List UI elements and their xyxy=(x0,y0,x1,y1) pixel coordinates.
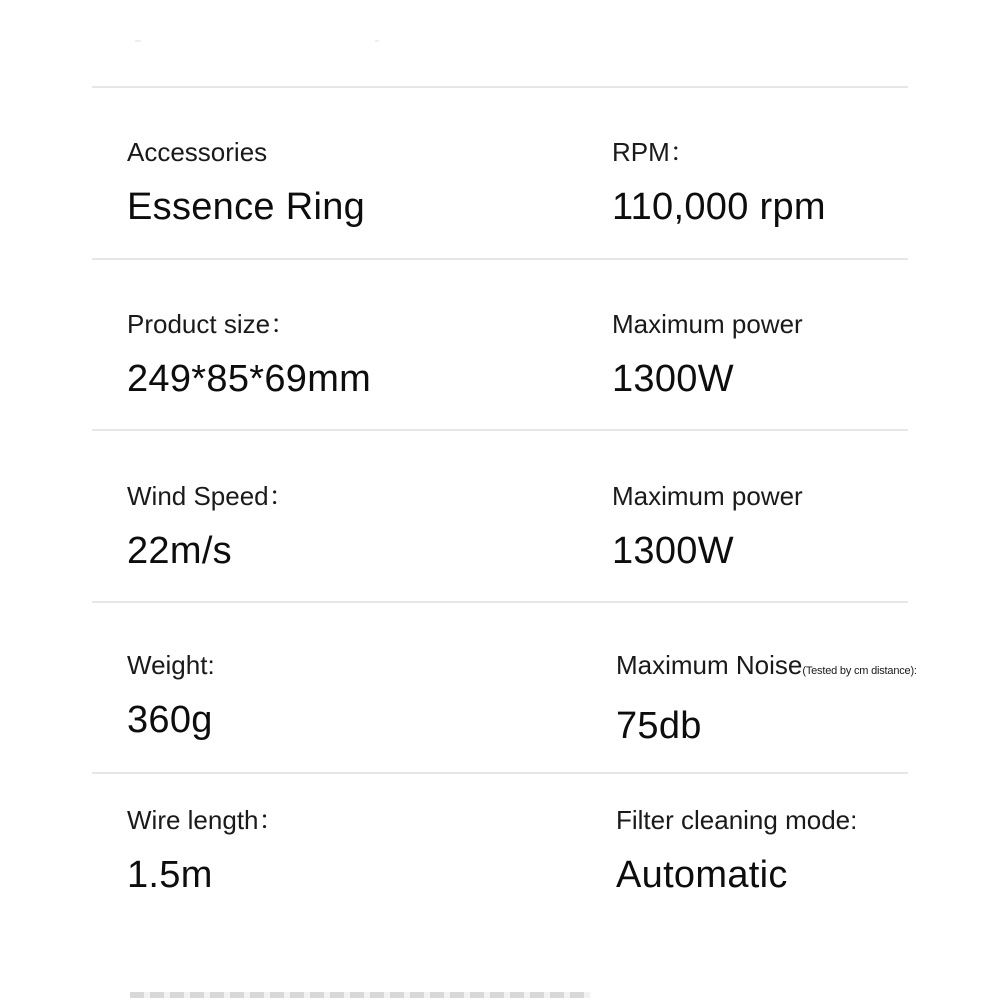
spec-value: 249*85*69mm xyxy=(127,358,372,400)
spec-rpm xyxy=(612,137,826,229)
spec-value: 110,000 rpm xyxy=(612,186,826,228)
row-divider xyxy=(92,258,908,260)
spec-label-row xyxy=(616,650,917,686)
spec-label: Maximum power xyxy=(612,309,803,339)
spec-label: Weight: xyxy=(127,650,215,680)
spec-label: Accessories xyxy=(127,137,268,167)
cropped-text-fragment xyxy=(130,992,590,998)
spec-value: 360g xyxy=(127,699,213,741)
spec-filter-cleaning-mode xyxy=(616,805,857,897)
spec-value: 1300W xyxy=(612,530,734,572)
spec-accessories xyxy=(127,137,365,229)
row-divider xyxy=(92,772,908,774)
top-fragment xyxy=(375,40,379,42)
spec-value: 1.5m xyxy=(127,854,213,896)
spec-maximum-noise xyxy=(616,650,917,748)
spec-label: Filter cleaning mode: xyxy=(616,805,858,835)
row-divider xyxy=(92,429,908,431)
spec-weight xyxy=(127,650,215,742)
spec-product-size xyxy=(127,309,371,401)
spec-wire-length xyxy=(127,805,285,897)
spec-label: Wind Speed： xyxy=(127,481,295,511)
spec-value: 75db xyxy=(616,705,702,747)
spec-maximum-power xyxy=(612,481,803,573)
row-divider xyxy=(92,86,908,88)
spec-maximum-power xyxy=(612,309,803,401)
spec-label: Product size： xyxy=(127,309,297,339)
spec-value: 1300W xyxy=(612,358,734,400)
spec-label: Maximum power xyxy=(612,481,803,511)
spec-label: RPM： xyxy=(612,137,696,167)
spec-wind-speed xyxy=(127,481,295,573)
spec-value: 22m/s xyxy=(127,530,232,572)
spec-label: Wire length： xyxy=(127,805,285,835)
spec-value: Automatic xyxy=(616,854,788,896)
spec-label: Maximum Noise xyxy=(616,650,803,680)
row-divider xyxy=(92,601,908,603)
spec-value: Essence Ring xyxy=(127,186,366,228)
spec-note: (Tested by cm distance): xyxy=(802,665,917,677)
top-fragment xyxy=(135,40,141,42)
